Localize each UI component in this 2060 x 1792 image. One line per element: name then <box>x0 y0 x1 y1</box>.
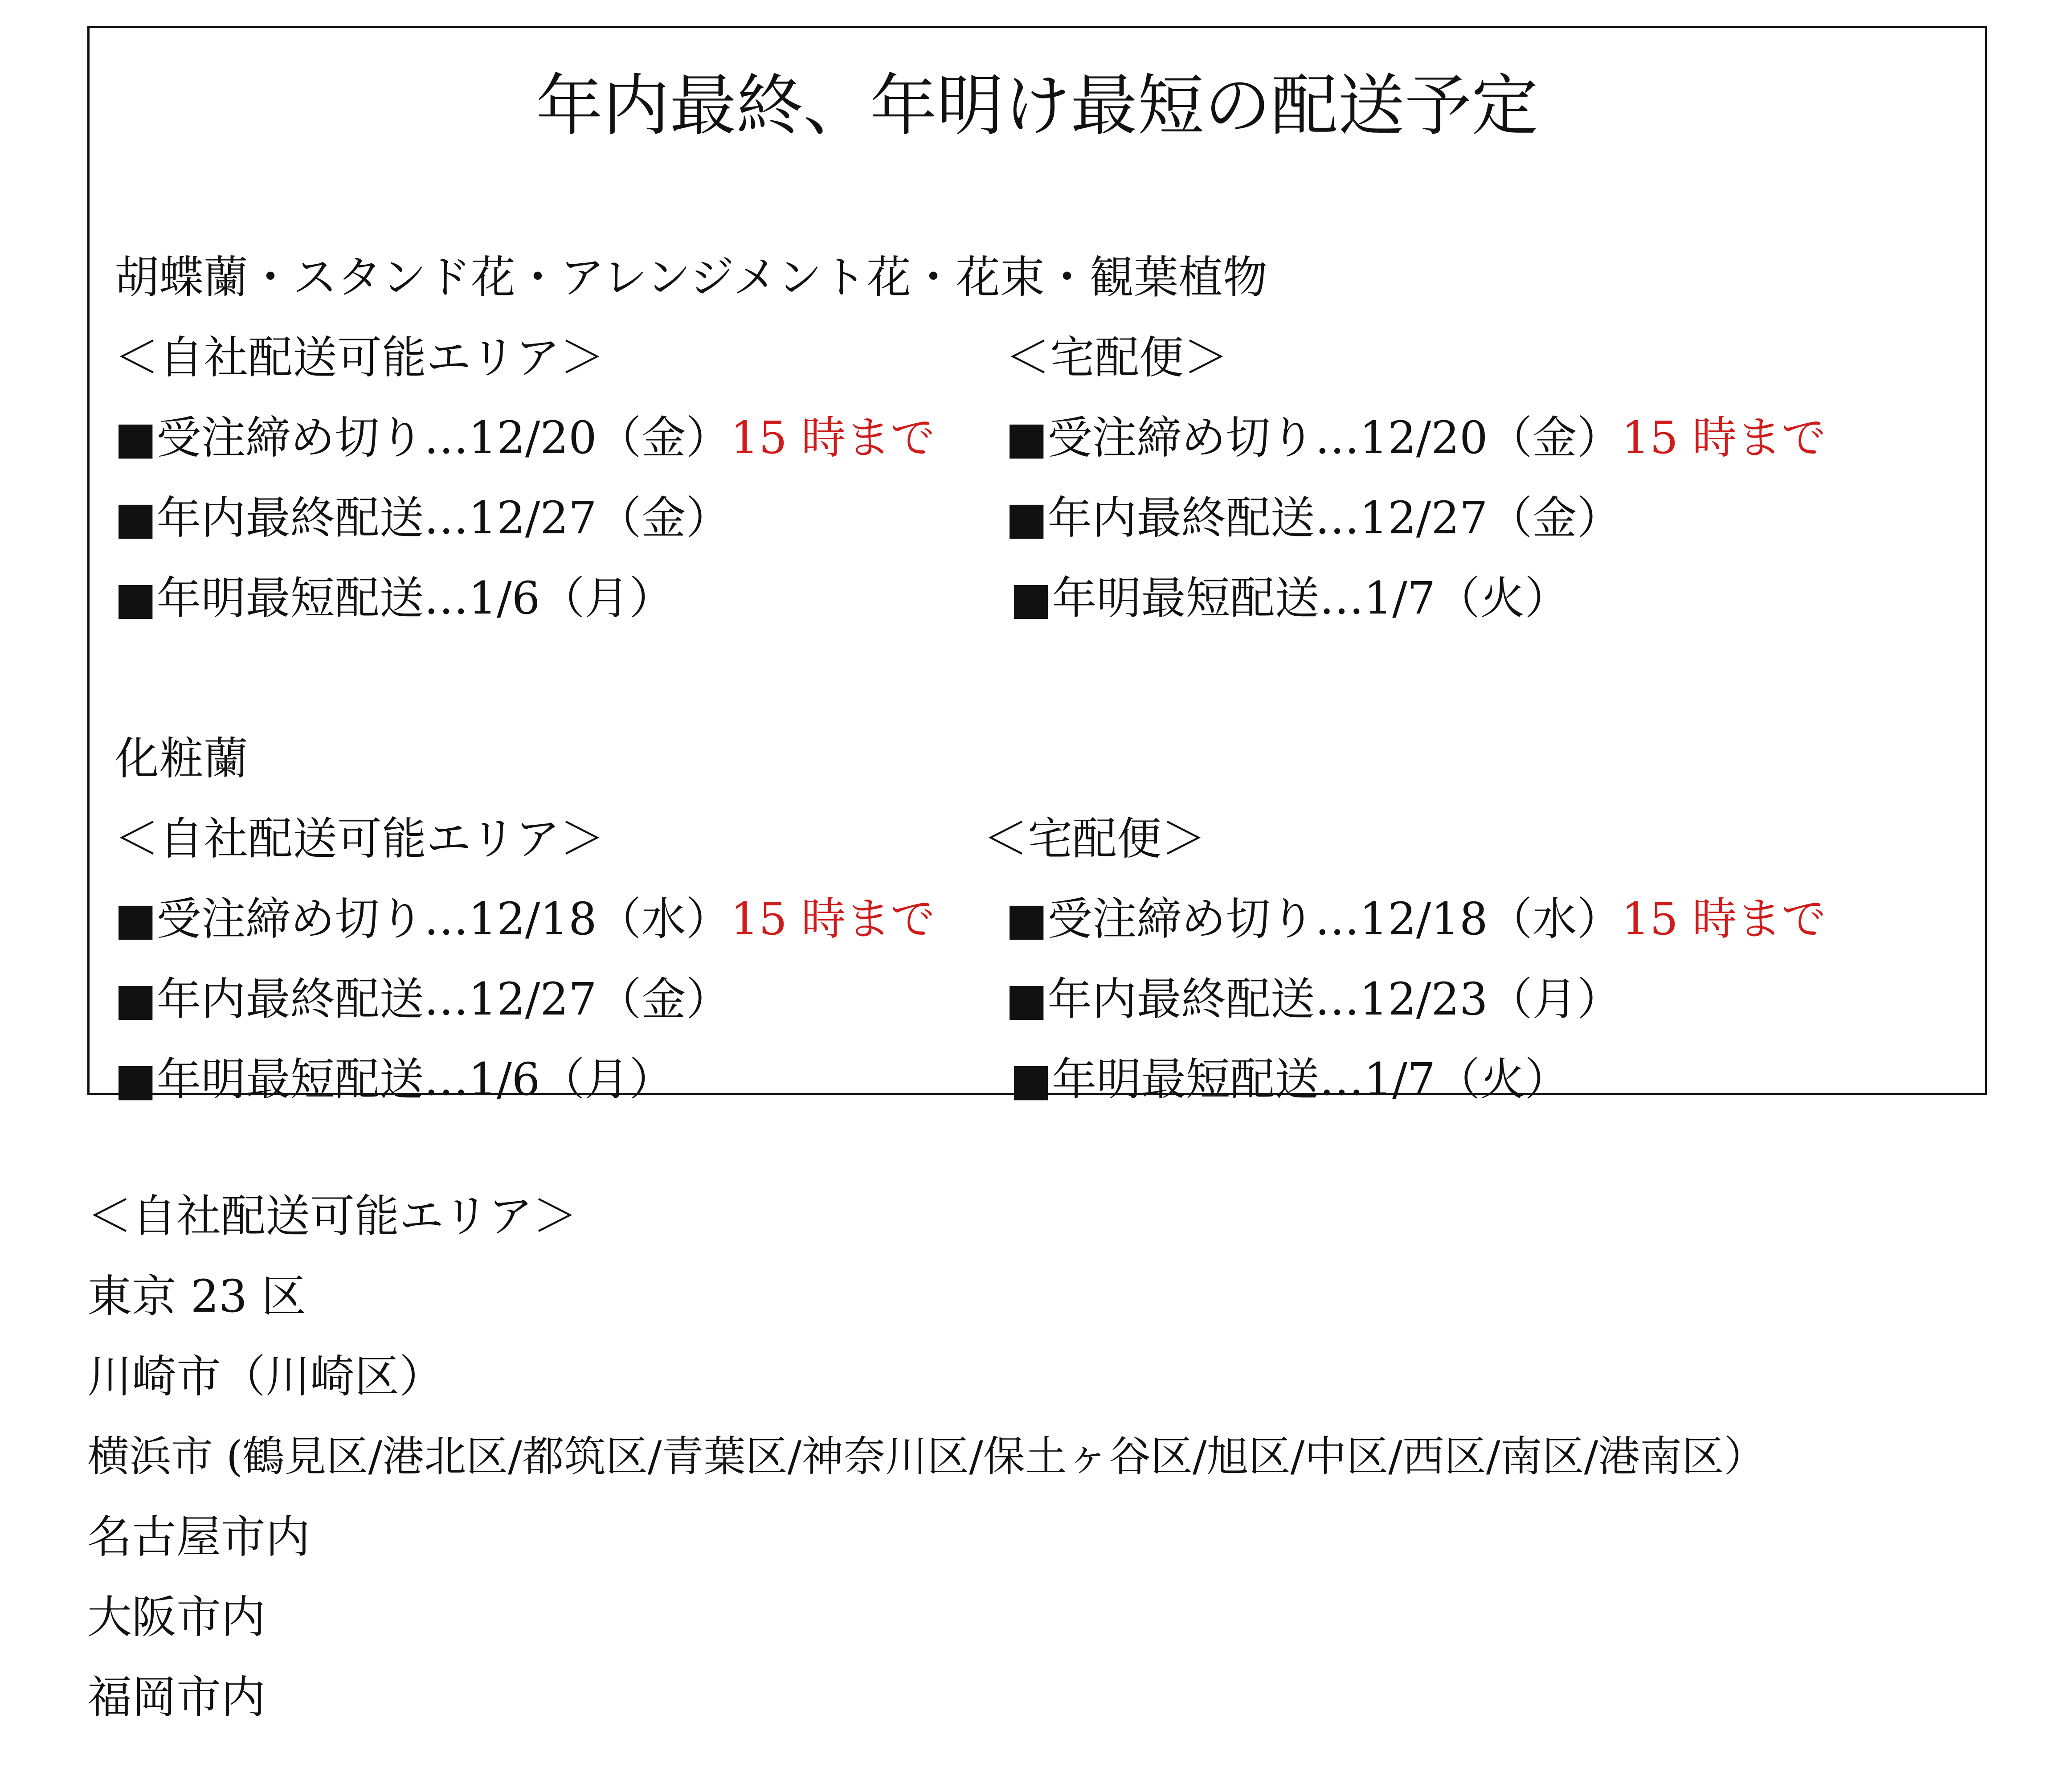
section1-courier-deadline <box>1005 411 1826 465</box>
section1-own-deadline <box>114 411 935 465</box>
section1-own-first-delivery: ■年明最短配送…1/6（月） <box>114 572 674 624</box>
section2-own-last-delivery: ■年内最終配送…12/27（金） <box>114 973 731 1025</box>
section2-own-deadline <box>114 892 935 946</box>
section2-courier-deadline-text: ■受注締め切り…12/18（水） <box>1005 893 1622 945</box>
section2-courier-last-delivery: ■年内最終配送…12/23（月） <box>1005 973 1622 1025</box>
section2-courier-first-delivery: ■年明最短配送…1/7（火） <box>1010 1053 1570 1105</box>
section2-own-deadline-text: ■受注締め切り…12/18（水） <box>114 893 731 945</box>
delivery-areas-heading: ＜自社配送可能エリア＞ <box>87 1190 577 1242</box>
section1-courier-deadline-text: ■受注締め切り…12/20（金） <box>1005 412 1622 464</box>
page-title: 年内最終、年明け最短の配送予定 <box>535 67 1538 145</box>
section1-own-deadline-time: 15 時まで <box>730 412 935 464</box>
section-heading-keshoran: 化粧蘭 <box>114 732 248 785</box>
delivery-area-item: 東京 23 区 <box>87 1270 306 1322</box>
section2-courier-deadline-time: 15 時まで <box>1621 893 1826 945</box>
delivery-area-item: 川崎市（川崎区） <box>87 1350 444 1403</box>
section1-courier-last-delivery: ■年内最終配送…12/27（金） <box>1005 492 1622 544</box>
section2-courier-deadline <box>1005 892 1826 946</box>
section2-own-first-delivery: ■年明最短配送…1/6（月） <box>114 1053 674 1105</box>
delivery-area-item: 名古屋市内 <box>87 1511 310 1563</box>
delivery-schedule-box <box>87 26 1987 1105</box>
delivery-area-item: 福岡市内 <box>87 1671 266 1723</box>
delivery-area-item: 大阪市内 <box>87 1591 266 1643</box>
section2-courier-label: ＜宅配便＞ <box>983 813 1206 865</box>
section2-own-delivery-label: ＜自社配送可能エリア＞ <box>114 813 605 865</box>
section1-courier-label: ＜宅配便＞ <box>1005 331 1228 384</box>
section-heading-flowers: 胡蝶蘭・スタンド花・アレンジメント花・花束・観葉植物 <box>114 251 1267 303</box>
section1-courier-deadline-time: 15 時まで <box>1621 412 1826 464</box>
section1-own-delivery-label: ＜自社配送可能エリア＞ <box>114 331 605 384</box>
section1-courier-first-delivery: ■年明最短配送…1/7（火） <box>1010 572 1570 624</box>
section1-own-deadline-text: ■受注締め切り…12/20（金） <box>114 412 731 464</box>
delivery-area-item: 横浜市 (鶴見区/港北区/都筑区/青葉区/神奈川区/保土ヶ谷区/旭区/中区/西区/南区/港南区） <box>87 1432 1766 1481</box>
section1-own-last-delivery: ■年内最終配送…12/27（金） <box>114 492 731 544</box>
section2-own-deadline-time: 15 時まで <box>730 893 935 945</box>
